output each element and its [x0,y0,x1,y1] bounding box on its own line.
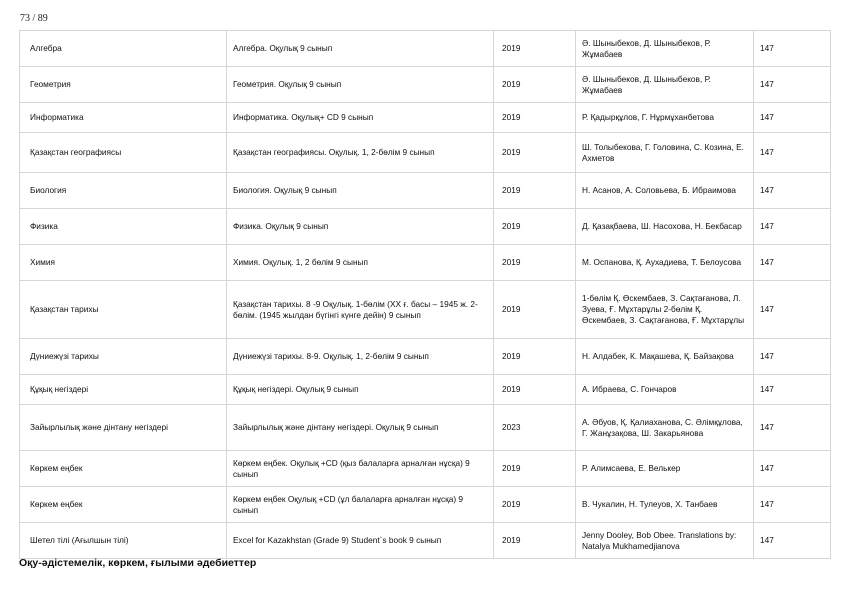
table-row [20,173,831,209]
authors-cell: Н. Алдабек, К. Мақашева, Қ. Байзақова [576,339,754,375]
count-cell: 147 [754,133,831,173]
table-row [20,103,831,133]
table-row [20,523,831,559]
year-cell: 2019 [494,103,576,133]
subject-cell: Көркем еңбек [20,451,227,487]
year-cell: 2019 [494,31,576,67]
year-cell: 2019 [494,133,576,173]
title-cell: Алгебра. Оқулық 9 сынып [227,31,494,67]
count-cell: 147 [754,103,831,133]
year-cell: 2019 [494,67,576,103]
subject-cell: Биология [20,173,227,209]
table-row [20,339,831,375]
authors-cell: Jenny Dooley, Bob Obee. Translations by: Natalya Mukhamedjianova [576,523,754,559]
title-cell: Excel for Kazakhstan (Grade 9) Student`s book 9 сынып [227,523,494,559]
year-cell: 2019 [494,451,576,487]
count-cell: 147 [754,173,831,209]
authors-cell: А. Ибраева, С. Гончаров [576,375,754,405]
subject-cell: Қазақстан географиясы [20,133,227,173]
count-cell: 147 [754,209,831,245]
year-cell: 2019 [494,245,576,281]
count-cell: 147 [754,451,831,487]
table-row [20,245,831,281]
table-row [20,209,831,245]
title-cell: Құқық негіздері. Оқулық 9 сынып [227,375,494,405]
count-cell: 147 [754,339,831,375]
year-cell: 2019 [494,523,576,559]
table-row [20,451,831,487]
authors-cell: А. Әбуов, Қ. Қалиаханова, С. Әлімқұлова, Г. Жанұзақова, Ш. Закарьянова [576,405,754,451]
year-cell: 2019 [494,173,576,209]
title-cell: Информатика. Оқулық+ CD 9 сынып [227,103,494,133]
subject-cell: Дүниежүзі тарихы [20,339,227,375]
authors-cell: М. Оспанова, Қ. Аухадиева, Т. Белоусова [576,245,754,281]
authors-cell: Ә. Шыныбеков, Д. Шыныбеков, Р. Жұмабаев [576,31,754,67]
title-cell: Көркем еңбек. Оқулық +CD (қыз балаларға арналған нұсқа) 9 сынып [227,451,494,487]
authors-cell: Р. Қадырқұлов, Г. Нұрмұханбетова [576,103,754,133]
subject-cell: Зайырлылық және дінтану негіздері [20,405,227,451]
subject-cell: Геометрия [20,67,227,103]
count-cell: 147 [754,281,831,339]
table-row [20,487,831,523]
table-row [20,31,831,67]
table-row [20,405,831,451]
title-cell: Қазақстан географиясы. Оқулық. 1, 2-бөлім 9 сынып [227,133,494,173]
authors-cell: Р. Алимсаева, Е. Велькер [576,451,754,487]
year-cell: 2019 [494,375,576,405]
count-cell: 147 [754,31,831,67]
subject-cell: Алгебра [20,31,227,67]
title-cell: Биология. Оқулық 9 сынып [227,173,494,209]
subject-cell: Информатика [20,103,227,133]
authors-cell: В. Чукалин, Н. Тулеуов, Х. Танбаев [576,487,754,523]
subject-cell: Физика [20,209,227,245]
title-cell: Физика. Оқулық 9 сынып [227,209,494,245]
section-heading: Оқу-әдістемелік, көркем, ғылыми әдебиеттер [19,557,257,569]
title-cell: Қазақстан тарихы. 8 -9 Оқулық. 1-бөлім (ХХ ғ. басы – 1945 ж. 2-бөлім. (1945 жылдан бүгінгі күнге дейін) 9 сынып [227,281,494,339]
authors-cell: 1-бөлім Қ. Өскембаев, З. Сақтағанова, Л. Зуева, Ғ. Мұхтарұлы 2-бөлім Қ. Өскембаев, З. Сақтағанова, Ғ. Мұхтарұлы [576,281,754,339]
title-cell: Дүниежүзі тарихы. 8-9. Оқулық. 1, 2-бөлім 9 сынып [227,339,494,375]
count-cell: 147 [754,67,831,103]
page-number: 73 / 89 [20,13,48,24]
subject-cell: Химия [20,245,227,281]
table-row [20,281,831,339]
title-cell: Геометрия. Оқулық 9 сынып [227,67,494,103]
table-row [20,67,831,103]
authors-cell: Д. Қазақбаева, Ш. Насохова, Н. Бекбасар [576,209,754,245]
authors-cell: Ш. Толыбекова, Г. Головина, С. Козина, Е. Ахметов [576,133,754,173]
count-cell: 147 [754,245,831,281]
title-cell: Зайырлылық және дінтану негіздері. Оқулық 9 сынып [227,405,494,451]
authors-cell: Ә. Шыныбеков, Д. Шыныбеков, Р. Жұмабаев [576,67,754,103]
title-cell: Көркем еңбек Оқулық +CD (ұл балаларға арналған нұсқа) 9 сынып [227,487,494,523]
year-cell: 2023 [494,405,576,451]
year-cell: 2019 [494,281,576,339]
table-row [20,375,831,405]
year-cell: 2019 [494,487,576,523]
textbook-table [19,30,831,559]
subject-cell: Құқық негіздері [20,375,227,405]
count-cell: 147 [754,487,831,523]
title-cell: Химия. Оқулық. 1, 2 бөлім 9 сынып [227,245,494,281]
table-row [20,133,831,173]
count-cell: 147 [754,375,831,405]
year-cell: 2019 [494,339,576,375]
subject-cell: Шетел тілі (Ағылшын тілі) [20,523,227,559]
subject-cell: Көркем еңбек [20,487,227,523]
year-cell: 2019 [494,209,576,245]
authors-cell: Н. Асанов, А. Соловьева, Б. Ибраимова [576,173,754,209]
subject-cell: Қазақстан тарихы [20,281,227,339]
count-cell: 147 [754,405,831,451]
count-cell: 147 [754,523,831,559]
